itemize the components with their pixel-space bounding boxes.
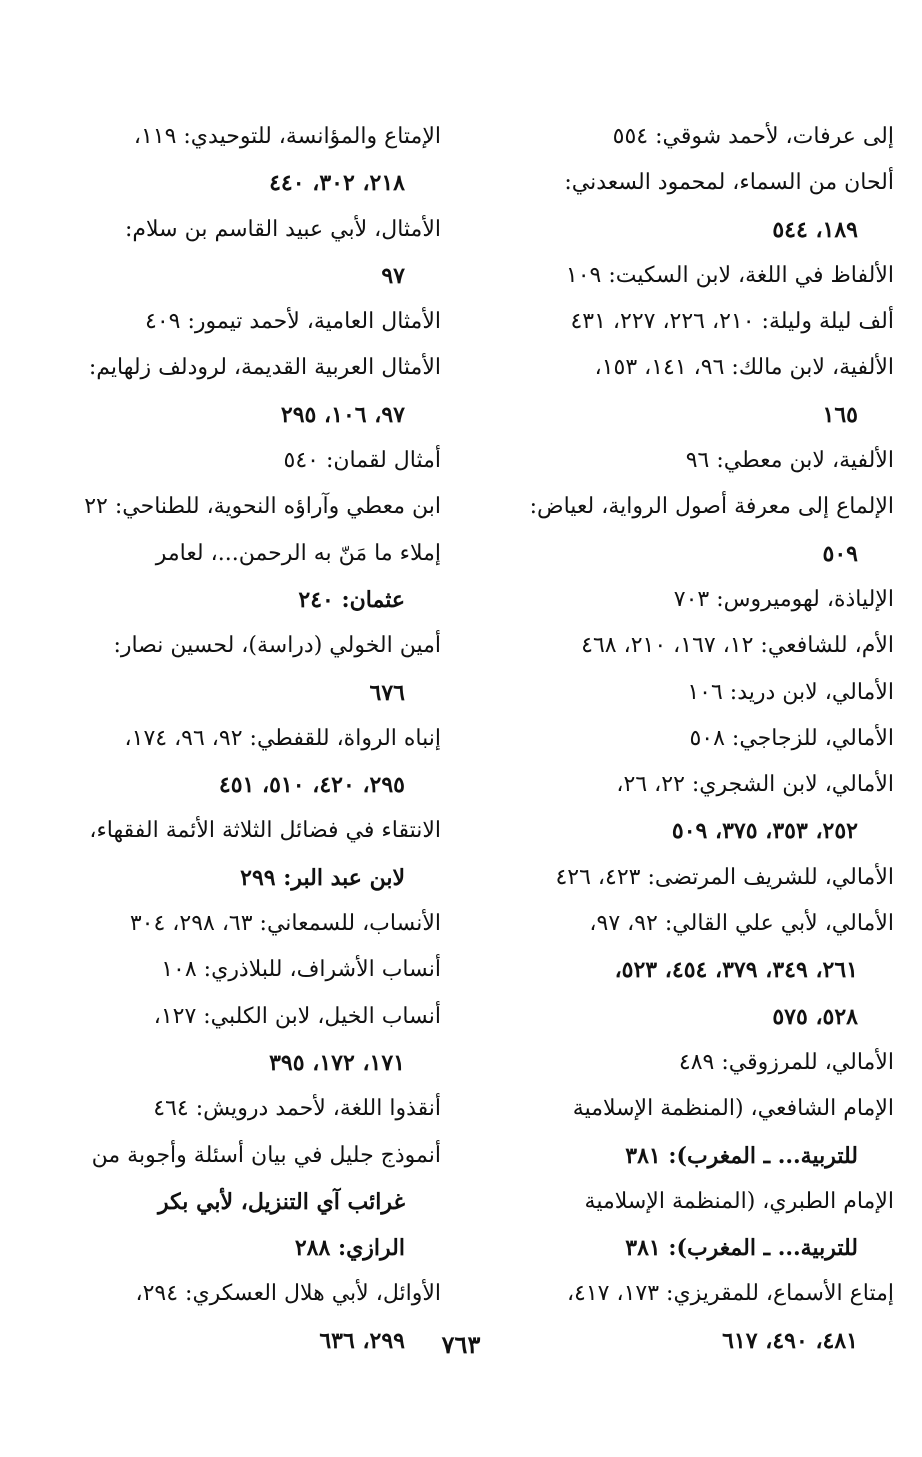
page-number: ٧٦٣ <box>441 1330 481 1359</box>
index-entry-title: الأمالي، لابن دريد: ١٠٦ <box>687 679 894 705</box>
index-entry-title: إلى عرفات، لأحمد شوقي: ٥٥٤ <box>612 124 894 149</box>
index-entry-title: أنساب الخيل، لابن الكلبي: ١٢٧، <box>153 1003 441 1029</box>
index-entry-title: أنقذوا اللغة، لأحمد درويش: ٤٦٤ <box>153 1096 441 1122</box>
index-entry-title: إمتاع الأسماع، للمقريزي: ١٧٣، ٤١٧، <box>566 1281 894 1307</box>
index-entry <box>489 623 894 669</box>
index-entry <box>36 994 441 1087</box>
index-entry-title: الإلياذة، لهوميروس: ٧٠٣ <box>673 586 894 612</box>
index-entry-title: الأمالي، لأبي علي القالي: ٩٢، ٩٧، <box>589 911 894 937</box>
index-entry-continuation: ٢٩٥، ٤٢٠، ٥١٠، ٤٥١ <box>218 772 405 799</box>
index-column-right <box>489 114 894 1364</box>
index-entry-title: ابن معطي وآراؤه النحوية، للطناحي: ٢٢ <box>84 494 441 520</box>
index-entry <box>36 901 441 947</box>
index-entry-continuation: ٤٨١، ٤٩٠، ٦١٧ <box>722 1327 858 1354</box>
index-entry-continuation: ١٦٥ <box>822 401 858 428</box>
index-entry <box>36 1086 441 1132</box>
index-entry <box>489 299 894 345</box>
index-entry-title: الألفية، لابن مالك: ٩٦، ١٤١، ١٥٣، <box>594 355 894 381</box>
index-entry-title: أنساب الأشراف، للبلاذري: ١٠٨ <box>161 957 441 983</box>
index-entry <box>489 716 894 762</box>
index-entry-continuation: ٢٦١، ٣٤٩، ٣٧٩، ٤٥٤، ٥٢٣، <box>614 957 858 984</box>
index-entry-continuation: ١٨٩، ٥٤٤ <box>772 216 858 243</box>
index-entry <box>36 345 441 438</box>
index-entry <box>36 947 441 993</box>
index-entry <box>489 901 894 1040</box>
index-entry-continuation: ٢١٨، ٣٠٢، ٤٤٠ <box>269 170 405 197</box>
index-entry-title: ألف ليلة وليلة: ٢١٠، ٢٢٦، ٢٢٧، ٤٣١ <box>570 309 894 335</box>
index-entry-continuation: لابن عبد البر: ٢٩٩ <box>240 864 405 891</box>
index-entry <box>489 855 894 901</box>
index-entry-title: الألفية، لابن معطي: ٩٦ <box>685 448 894 474</box>
index-entry-continuation: ٢٥٢، ٣٥٣، ٣٧٥، ٥٠٩ <box>671 818 858 845</box>
index-entry <box>489 160 894 253</box>
index-entry-title: الأوائل، لأبي هلال العسكري: ٢٩٤، <box>135 1281 441 1307</box>
index-entry <box>489 484 894 577</box>
index-entry-title: ألحان من السماء، لمحمود السعدني: <box>564 170 894 196</box>
index-entry <box>36 438 441 484</box>
index-entry-title: الأمالي، للزجاجي: ٥٠٨ <box>689 725 894 751</box>
index-entry <box>36 1133 441 1272</box>
index-entry-title: إنباه الرواة، للقفطي: ٩٢، ٩٦، ١٧٤، <box>124 725 441 751</box>
index-entry-title: الأم، للشافعي: ١٢، ١٦٧، ٢١٠، ٤٦٨ <box>581 633 894 659</box>
index-entry-continuation: ١٧١، ١٧٢، ٣٩٥ <box>269 1049 405 1076</box>
index-entry-title: الانتقاء في فضائل الثلاثة الأئمة الفقهاء، <box>89 818 441 844</box>
index-entry <box>489 1179 894 1272</box>
index-entry-continuation: ٢٩٩، ٦٣٦ <box>319 1327 405 1354</box>
index-entry-title: الأمالي، لابن الشجري: ٢٢، ٢٦، <box>616 772 894 798</box>
index-entry-continuation: غرائب آي التنزيل، لأبي بكر <box>158 1188 405 1215</box>
index-entry <box>489 762 894 855</box>
index-entry <box>36 114 441 207</box>
index-entry-continuation: ٥٠٩ <box>822 540 858 567</box>
index-entry-title: الأنساب، للسمعاني: ٦٣، ٢٩٨، ٣٠٤ <box>129 911 441 937</box>
index-entry-title: الأمثال، لأبي عبيد القاسم بن سلام: <box>125 216 441 242</box>
index-entry-continuation: ٦٧٦ <box>369 679 405 706</box>
index-entry-title: أنموذج جليل في بيان أسئلة وأجوبة من <box>91 1142 441 1168</box>
index-entry <box>489 253 894 299</box>
index-entry-continuation: للتربية... ـ المغرب): ٣٨١ <box>625 1235 858 1262</box>
index-entry-continuation: ٩٧ <box>381 262 405 289</box>
index-entry <box>36 808 441 901</box>
index-entry <box>36 716 441 809</box>
index-entry <box>489 438 894 484</box>
index-entry <box>36 531 441 624</box>
index-entry-title: الأمالي، للشريف المرتضى: ٤٢٣، ٤٢٦ <box>555 864 894 890</box>
index-entry-continuation: للتربية... ـ المغرب): ٣٨١ <box>625 1142 858 1169</box>
index-entry-title: إملاء ما مَنّ به الرحمن...، لعامر <box>155 540 441 566</box>
index-entry <box>36 484 441 530</box>
index-entry-title: الأمثال العربية القديمة، لرودلف زلهايم: <box>88 355 441 381</box>
index-entry-continuation: ٥٢٨، ٥٧٥ <box>772 1003 858 1030</box>
index-entry-title: الأمالي، للمرزوقي: ٤٨٩ <box>678 1049 894 1075</box>
index-entry <box>489 345 894 438</box>
index-entry <box>489 114 894 160</box>
index-entry-title: أمثال لقمان: ٥٤٠ <box>283 448 441 474</box>
index-column-left <box>36 114 441 1364</box>
index-entry-continuation: عثمان: ٢٤٠ <box>298 586 405 613</box>
index-entry <box>489 577 894 623</box>
index-entry <box>489 1040 894 1086</box>
index-entry-title: الإمام الشافعي، (المنظمة الإسلامية <box>572 1096 894 1122</box>
index-entry <box>36 623 441 716</box>
index-entry <box>489 1086 894 1179</box>
index-entry <box>36 299 441 345</box>
index-entry-continuation: الرازي: ٢٨٨ <box>294 1235 405 1262</box>
index-entry-continuation: ٩٧، ١٠٦، ٢٩٥ <box>280 401 405 428</box>
index-entry-title: أمين الخولي (دراسة)، لحسين نصار: <box>113 633 441 659</box>
index-entry-title: الإمتاع والمؤانسة، للتوحيدي: ١١٩، <box>133 124 441 149</box>
index-entry <box>489 670 894 716</box>
index-entry-title: الإمام الطبري، (المنظمة الإسلامية <box>584 1188 894 1214</box>
index-entry-title: الإلماع إلى معرفة أصول الرواية، لعياض: <box>529 494 894 520</box>
index-entry-title: الألفاظ في اللغة، لابن السكيت: ١٠٩ <box>565 262 894 288</box>
index-entry-title: الأمثال العامية، لأحمد تيمور: ٤٠٩ <box>145 309 441 335</box>
index-entry <box>36 207 441 300</box>
